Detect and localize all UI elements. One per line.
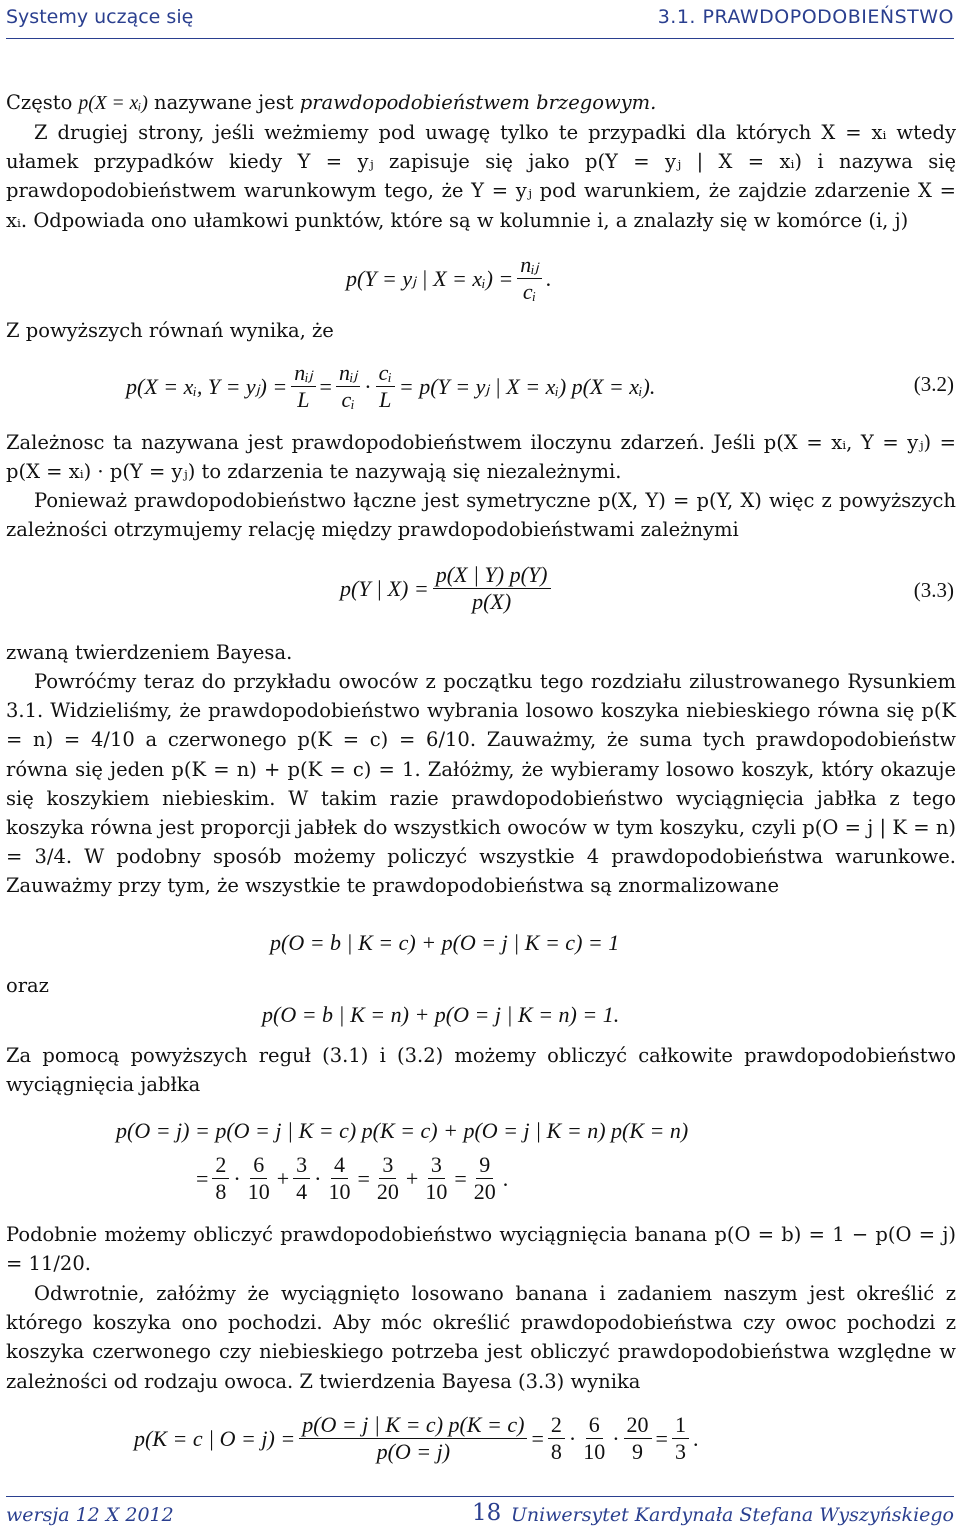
fraction-denominator: 20 <box>376 1179 399 1204</box>
equation-conditional <box>346 252 551 305</box>
emphasis-term: prawdopodobieństwem brzegowym. <box>299 91 657 114</box>
fraction-numerator: 20 <box>624 1412 652 1439</box>
fraction-numerator: p(X | Y) p(Y) <box>433 562 551 589</box>
fraction <box>517 252 541 305</box>
fraction-denominator: 3 <box>674 1439 686 1464</box>
equation-body: p(O = b | K = c) + p(O = j | K = c) = 1 <box>270 930 620 955</box>
fraction-numerator: 2 <box>548 1412 565 1439</box>
plus-sign: + <box>405 1165 419 1191</box>
fraction-denominator: cᵢ <box>522 279 537 304</box>
equation-body: p(O = b | K = n) + p(O = j | K = n) = 1. <box>262 1002 620 1027</box>
fraction-numerator: 3 <box>293 1152 310 1179</box>
equals-sign: = <box>357 1165 370 1191</box>
fraction-denominator: 8 <box>215 1179 227 1204</box>
fraction-denominator: p(O = j) <box>376 1439 451 1464</box>
paragraph-symmetry: Ponieważ prawdopodobieństwo łączne jest symetryczne p(X, Y) = p(Y, X) więc z powyższych zależności otrzymujemy relację między prawdopodobieństwami zależnymi <box>6 489 956 542</box>
paragraph-total-probability: Za pomocą powyższych reguł (3.1) i (3.2) możemy obliczyć całkowite prawdopodobieństwo wyciągnięcia jabłka <box>6 1044 956 1097</box>
equation-rhs: = p(Y = yⱼ | X = xᵢ) p(X = xᵢ). <box>398 373 656 399</box>
fraction-denominator: 8 <box>550 1439 562 1464</box>
equation-period: . <box>545 265 552 291</box>
running-header <box>6 4 954 34</box>
page-number: 18 <box>472 1500 502 1526</box>
equation-total-probability-line2: = $\frac{2}{8}$ · $\frac{6}{10}$ + $\frac{3}{4}$ · $\frac{4}{10}$ = $\frac{3}{20}$ + $\frac{3}{10}$ = $\frac{9}{20}$ . <box>196 1152 509 1204</box>
paragraph-marginal-probability <box>6 88 956 118</box>
equation-posterior: p(K = c | O = j) = $\frac{p(O = j | K = c) p(K = c)}{p(O = j)}$ = $\frac{2}{8}$ · $\frac{6}{10}$ · $\frac{20}{9}$ = $\frac{1}{3}$ . <box>134 1412 699 1464</box>
equation-total-probability-line1 <box>116 1118 688 1144</box>
fraction-numerator: 2 <box>212 1152 229 1179</box>
fraction-numerator: 4 <box>331 1152 348 1179</box>
dot-operator: · <box>364 373 372 399</box>
fraction-denominator: L <box>379 387 392 412</box>
equation-lhs: p(X = xᵢ, Y = yⱼ) = <box>126 373 288 399</box>
header-rule <box>6 38 954 39</box>
equation-body: p(O = j) = p(O = j | K = c) p(K = c) + p(O = j | K = n) p(K = n) <box>116 1118 689 1143</box>
fraction-denominator: 10 <box>583 1439 606 1464</box>
paragraph-from-equations: Z powyższych równań wynika, że <box>6 319 334 342</box>
fraction-numerator: 3 <box>379 1152 396 1179</box>
equation-period: . <box>692 1425 699 1451</box>
fraction <box>291 360 315 413</box>
fraction-numerator: 9 <box>476 1152 493 1179</box>
fraction-numerator: p(O = j | K = c) p(K = c) <box>299 1412 527 1439</box>
fraction-numerator: cᵢ <box>376 360 395 387</box>
inline-math: p(X = xᵢ) <box>78 93 148 114</box>
paragraph-and: oraz <box>6 974 49 997</box>
fraction-numerator: 3 <box>428 1152 445 1179</box>
fraction-denominator: p(X) <box>472 589 512 614</box>
header-section-title: 3.1. PRAWDOPODOBIEŃSTWO <box>657 6 954 28</box>
equation-number: (3.3) <box>913 578 954 602</box>
equation-period: . <box>502 1165 509 1191</box>
fraction-denominator: cᵢ <box>341 387 355 412</box>
equals-sign: = <box>655 1425 668 1451</box>
fraction-numerator: 6 <box>586 1412 603 1439</box>
equation-normalization-red <box>270 930 619 956</box>
fraction <box>336 360 360 413</box>
text-run: Często <box>6 91 79 114</box>
equals-sign: = <box>196 1165 209 1191</box>
fraction-denominator: 20 <box>473 1179 496 1204</box>
paragraph-reverse: Odwrotnie, załóżmy że wyciągnięto losowano banana i zadaniem naszym jest określić z którego koszyka ono pochodzi. Aby móc określić prawdopodobieństwa czy owoc pochodzi z koszyka czerwonego czy niebieskiego potrzeba jest obliczyć prawdopodobieństwa względne w zależności od rodzaju owoca. Z twierdzenia Bayesa (3.3) wynika <box>6 1282 956 1393</box>
footer-rule <box>6 1496 954 1497</box>
paragraph-conditional-probability: Z drugiej strony, jeśli weżmiemy pod uwagę tylko te przypadki dla których X = xᵢ wtedy ułamek przypadków kiedy Y = yⱼ zapisuje się jako p(Y = yⱼ | X = xᵢ) i nazywa się prawdopodobieństwem warunkowym tego, że Y = yⱼ pod warunkiem, że zajdzie zdarzenie X = xᵢ. Odpowiada ono ułamkowi punktów, które są w kolumnie i, a znalazły się w komórce (i, j) <box>6 121 956 232</box>
header-book-title: Systemy uczące się <box>6 6 194 28</box>
paragraph-bayes-name: zwaną twierdzeniem Bayesa. <box>6 641 293 664</box>
equals-sign: = <box>454 1165 467 1191</box>
equation-lhs: p(K = c | O = j) = <box>134 1425 296 1451</box>
fraction <box>433 562 551 615</box>
fraction-numerator: 1 <box>672 1412 689 1439</box>
footer-institution: Uniwersytet Kardynała Stefana Wyszyńskiego <box>510 1504 954 1526</box>
fraction-numerator: 6 <box>250 1152 267 1179</box>
equation-bayes <box>340 562 555 615</box>
fraction-numerator: nᵢⱼ <box>517 252 541 279</box>
equation-lhs: p(Y = yⱼ | X = xᵢ) = <box>346 265 514 291</box>
equation-normalization-blue <box>262 1002 619 1028</box>
paragraph-independence: Zależnosc ta nazywana jest prawdopodobieństwem iloczynu zdarzeń. Jeśli p(X = xᵢ, Y = yⱼ) = p(X = xᵢ) · p(Y = yⱼ) to zdarzenia te nazywają się niezależnymi. <box>6 431 956 484</box>
equals-sign: = <box>531 1425 544 1451</box>
fraction <box>376 360 395 413</box>
running-footer <box>6 1496 954 1526</box>
text-run: nazywane jest <box>147 91 300 114</box>
paragraph-banana: Podobnie możemy obliczyć prawdopodobieństwo wyciągnięcia banana p(O = b) = 1 − p(O = j) = 11/20. <box>6 1223 956 1276</box>
equation-number: (3.2) <box>913 372 954 396</box>
fraction-denominator: 10 <box>328 1179 351 1204</box>
fraction-denominator: 10 <box>425 1179 448 1204</box>
equation-lhs: p(Y | X) = <box>340 575 429 601</box>
fraction-denominator: 4 <box>296 1179 308 1204</box>
paragraph-fruit-example: Powróćmy teraz do przykładu owoców z początku tego rozdziału zilustrowanego Rysunkiem 3.1. Widzieliśmy, że prawdopodobieństwo wybrania losowo koszyka niebieskiego równa się p(K = n) = 4/10 a czerwonego p(K = c) = 6/10. Zauważmy, że suma tych prawdopodobieństw równa się jeden p(K = n) + p(K = c) = 1. Załóżmy, że wybieramy losowo koszyk, który okazuje się koszykiem niebieskim. W takim razie prawdopodobieństwo wyciągnięcia jabłka z tego koszyka równa jest proporcji jabłek do wszystkich owoców w tym koszyku, czyli p(O = j | K = n) = 3/4. W podobny sposób możemy policzyć wszystkie 4 prawdopodobieństwa warunkowe. Zauważmy przy tym, że wszystkie te prawdopodobieństwa są znormalizowane <box>6 670 956 898</box>
equation-product-rule <box>126 360 655 413</box>
equals-sign: = <box>319 373 332 399</box>
fraction-denominator: 10 <box>247 1179 270 1204</box>
plus-sign: + <box>276 1165 290 1191</box>
fraction-numerator: nᵢⱼ <box>336 360 360 387</box>
fraction-denominator: L <box>297 387 310 412</box>
fraction-numerator: nᵢⱼ <box>291 360 315 387</box>
footer-version: wersja 12 X 2012 <box>6 1504 174 1526</box>
fraction-denominator: 9 <box>632 1439 644 1464</box>
